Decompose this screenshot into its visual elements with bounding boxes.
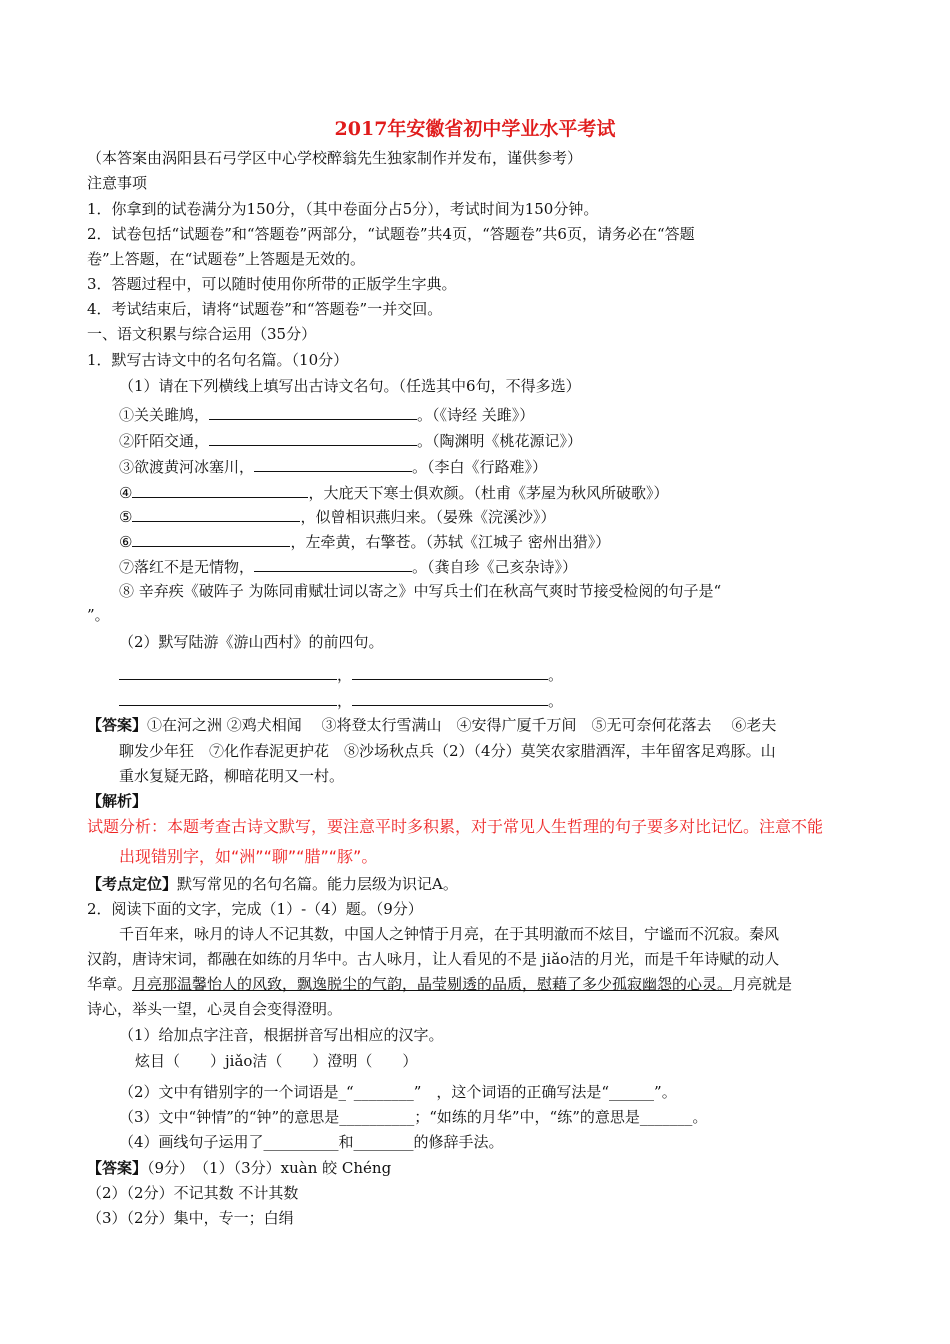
note-item: 卷”上答题，在“试题卷”上答题是无效的。 (87, 250, 366, 268)
answer-blank[interactable] (119, 691, 337, 706)
answer-blank[interactable] (254, 557, 412, 572)
question-1-part1: （1）请在下列横线上填写出古诗文名句。（任选其中6句，不得多选） (119, 377, 581, 395)
poem-line-suffix: 。（李白《行路难》） (412, 458, 548, 476)
answer-blank[interactable] (119, 665, 337, 680)
section-heading: 一、语文积累与综合运用（35分） (87, 325, 317, 343)
comma: ， (337, 692, 353, 710)
passage-line (87, 975, 792, 993)
subquestion: （1）给加点字注音，根据拼音写出相应的汉字。 (119, 1026, 444, 1044)
poem-line-suffix: ，大庇天下寒士俱欢颜。（杜甫《茅屋为秋风所破歌》） (308, 484, 669, 502)
answer-blank[interactable] (352, 691, 548, 706)
answer-blank[interactable] (209, 431, 417, 446)
poem-line-prefix: ②阡陌交通， (119, 432, 210, 450)
period: 。 (548, 666, 564, 684)
poem-write-line (119, 665, 563, 684)
note-item: 4．考试结束后，请将“试题卷”和“答题卷”一并交回。 (87, 300, 443, 318)
poem-line-suffix: ，似曾相识燕归来。（晏殊《浣溪沙》） (300, 508, 556, 526)
analysis-label: 【解析】 (87, 792, 148, 810)
poem-line (119, 532, 610, 551)
answer-1-line2: 聊发少年狂 ⑦化作春泥更护花 ⑧沙场秋点兵（2）（4分）莫笑农家腊酒浑，丰年留客足鸡豚。山 (119, 742, 776, 760)
poem-line-prefix: ⑦落红不是无情物， (119, 558, 255, 576)
answer-label: 【答案】 (87, 716, 148, 734)
subquestion: （3）文中“钟情”的“钟”的意思是__________；“如练的月华”中，“练”的意思是_______。 (119, 1108, 708, 1126)
poem-line (119, 457, 547, 476)
question-1-stem: 1．默写古诗文中的名句名篇。（10分） (87, 351, 349, 369)
poem-line-prefix: ①关关雎鸠， (119, 406, 210, 424)
key-point (87, 875, 458, 893)
analysis-text: 出现错别字，如“洲”“聊”“腊”“豚”。 (119, 847, 378, 866)
answer-2-line: （2）（2分）不记其数 不计其数 (87, 1184, 299, 1202)
subtitle: （本答案由涡阳县石弓学区中心学校醉翁先生独家制作并发布，谨供参考） (87, 149, 583, 167)
answer-text: ①在河之洲 ②鸡犬相闻 ③将登太行雪满山 ④安得广厦千万间 ⑤无可奈何花落去 ⑥老夫 (147, 716, 777, 734)
question-1-part2: （2）默写陆游《游山西村》的前四句。 (119, 633, 384, 651)
subquestion: （4）画线句子运用了__________和________的修辞手法。 (119, 1133, 504, 1151)
note-item: 1．你拿到的试卷满分为150分，（其中卷面分占5分），考试时间为150分钟。 (87, 200, 599, 218)
passage-text: 月亮就是 (732, 975, 793, 993)
poem-line-prefix: ⑤ (119, 508, 133, 526)
period: 。 (548, 692, 564, 710)
poem-line-prefix: ③欲渡黄河冰塞川， (119, 458, 255, 476)
page-title: 2017年安徽省初中学业水平考试 (334, 118, 616, 140)
analysis-text: 试题分析：本题考查古诗文默写，要注意平时多积累，对于常见人生哲理的句子要多对比记忆。注意不能 (87, 817, 824, 836)
answer-1-line3: 重水复疑无路，柳暗花明又一村。 (119, 767, 345, 785)
passage-text: 华章。 (87, 975, 133, 993)
answer-blank[interactable] (132, 532, 290, 547)
key-point-text: 默写常见的名句名篇。能力层级为识记A。 (177, 875, 458, 893)
notes-heading: 注意事项 (87, 174, 148, 192)
answer-text: （9分） （1）（3分）xuàn 皎 Chéng (147, 1159, 392, 1177)
answer-label: 【答案】 (87, 1159, 148, 1177)
answer-blank[interactable] (254, 457, 412, 472)
poem-line (119, 507, 555, 526)
note-item: 2．试卷包括“试题卷”和“答题卷”两部分，“试题卷”共4页，“答题卷”共6页，请务必在“答题 (87, 225, 695, 243)
answer-blank[interactable] (352, 665, 548, 680)
poem-write-line (119, 691, 563, 710)
key-point-label: 【考点定位】 (87, 875, 178, 893)
passage-line: 千百年来，咏月的诗人不记其数，中国人之钟情于月亮，在于其明澈而不炫目，宁谧而不沉寂。秦风 (119, 925, 780, 943)
answer-blank[interactable] (132, 483, 308, 498)
poem-line (119, 431, 582, 450)
poem-line-prefix: ⑥ (119, 533, 133, 551)
subquestion: （2）文中有错别字的一个词语是_“________” ，这个词语的正确写法是“______”。 (119, 1083, 677, 1101)
poem-line-suffix: 。（《诗经 关雎》） (417, 406, 535, 424)
note-item: 3．答题过程中，可以随时使用你所带的正版学生字典。 (87, 275, 457, 293)
poem-line-suffix: 。（陶渊明《桃花源记》） (417, 432, 583, 450)
answer-blank[interactable] (209, 405, 417, 420)
answer-blank[interactable] (132, 507, 300, 522)
answer-2-line: （3）（2分）集中，专一；白绢 (87, 1209, 294, 1227)
poem-line (119, 483, 668, 502)
poem-line-suffix: 。（龚自珍《己亥杂诗》） (412, 558, 578, 576)
comma: ， (337, 666, 353, 684)
underlined-sentence: 月亮那温馨怡人的风致，飘逸脱尘的气韵，晶莹剔透的品质，慰藉了多少孤寂幽怨的心灵。 (132, 975, 733, 993)
poem-line-8-end: ”。 (87, 606, 110, 624)
poem-line-prefix: ④ (119, 484, 133, 502)
passage-line: 诗心，举头一望，心灵自会变得澄明。 (87, 1000, 343, 1018)
answer-1 (87, 716, 776, 734)
question-2-stem: 2．阅读下面的文字，完成（1）-（4）题。（9分） (87, 900, 423, 918)
subquestion-line: 炫目（ ）jiǎo洁（ ）澄明（ ） (135, 1052, 418, 1070)
poem-line (119, 405, 534, 424)
passage-line: 汉韵，唐诗宋词，都融在如练的月华中。古人咏月，让人看见的不是 jiǎo洁的月光，而是千年诗赋的动人 (87, 950, 780, 968)
answer-2 (87, 1159, 391, 1177)
poem-line-8: ⑧ 辛弃疾《破阵子 为陈同甫赋壮词以寄之》中写兵士们在秋高气爽时节接受检阅的句子是“ (119, 582, 722, 600)
poem-line-suffix: ，左牵黄，右擎苍。（苏轼《江城子 密州出猎》） (290, 533, 611, 551)
poem-line (119, 557, 577, 576)
